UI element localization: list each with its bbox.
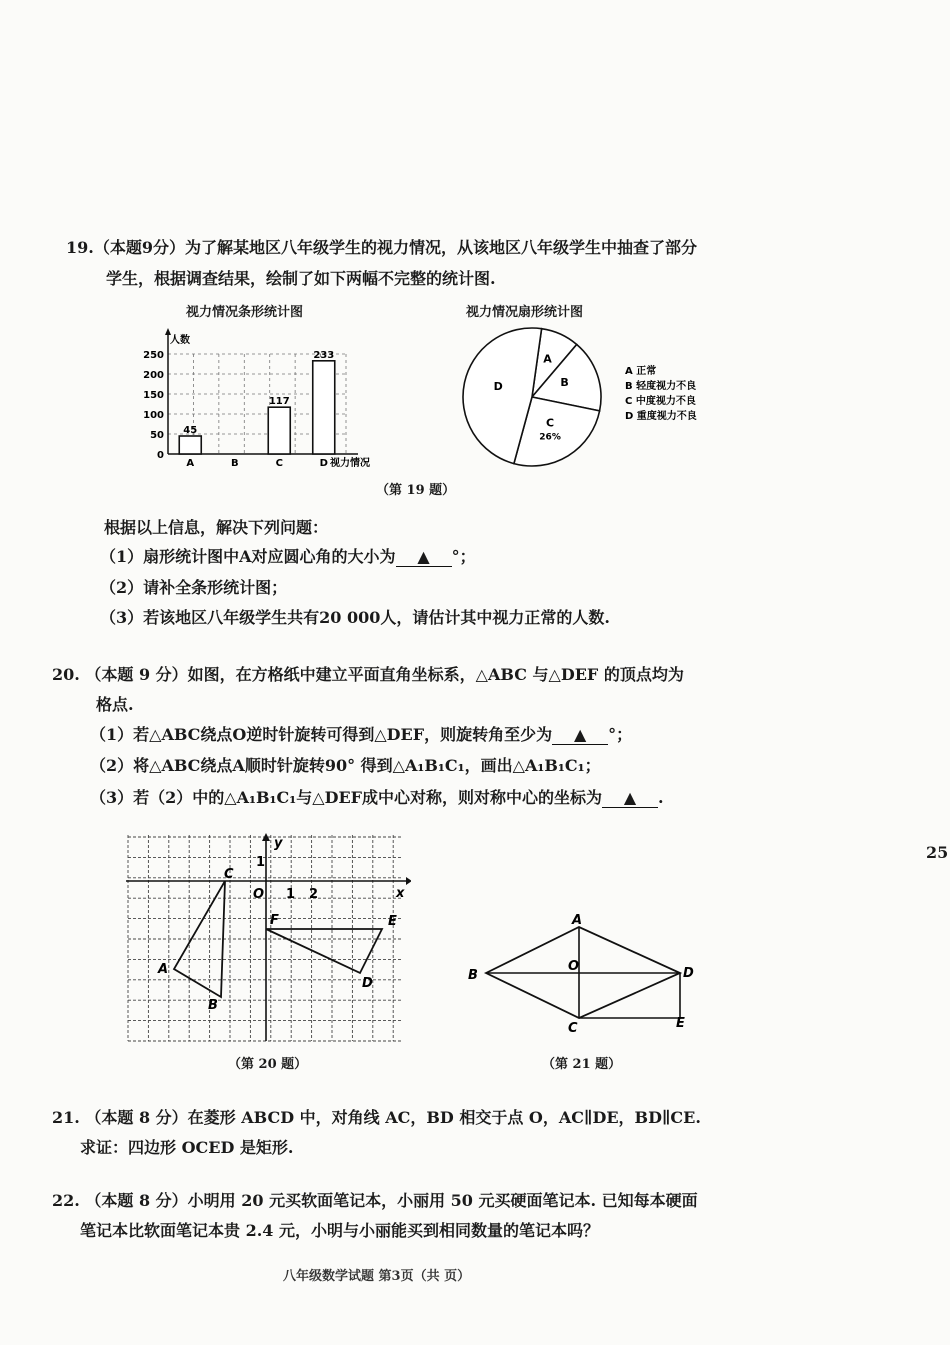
pie-chart: [455, 322, 725, 472]
bar-chart: [130, 325, 390, 475]
q21-line2: 求证：四边形 OCED 是矩形.: [80, 1138, 294, 1157]
category-label-a: A: [186, 458, 195, 469]
label-c: C: [224, 867, 234, 882]
y-tick-label: 100: [143, 410, 164, 421]
label-a: A: [158, 962, 169, 977]
label-x: x: [396, 886, 405, 901]
pie-label-d: D: [493, 380, 503, 394]
q20-part3-end: .: [658, 788, 664, 807]
label-y1: 1: [256, 855, 266, 870]
data-label-c: 117: [268, 396, 290, 408]
x-axis-arrow: [406, 877, 411, 885]
q19-intro: 根据以上信息，解决下列问题：: [104, 518, 329, 537]
q19-caption: （第 19 题）: [376, 483, 456, 498]
bar-chart-labels: [143, 350, 334, 469]
q20-line1: 20. （本题 9 分）如图，在方格纸中建立平面直角坐标系，△ABC 与△DEF 的顶点均为: [52, 665, 684, 684]
q22-line2: 笔记本比软面笔记本贵 2.4 元，小明与小丽能买到相同数量的笔记本吗？: [80, 1221, 599, 1240]
q20-part2: （2）将△ABC绕点A顺时针旋转90° 得到△A₁B₁C₁，画出△A₁B₁C₁；: [90, 756, 601, 775]
label-d: D: [362, 976, 373, 991]
margin-number: 25: [926, 843, 949, 862]
legend-item: B 轻度视力不良: [625, 381, 697, 392]
label-x2: 2: [309, 887, 319, 902]
q20-part3-text: （3）若（2）中的△A₁B₁C₁与△DEF成中心对称，则对称中心的坐标为: [90, 788, 603, 807]
answer-blank[interactable]: ▲: [602, 788, 658, 808]
data-label-a: 45: [183, 425, 198, 436]
y-tick-label: 50: [150, 430, 164, 441]
triangle-def: [266, 929, 382, 973]
q20-part3: [90, 785, 664, 808]
q20-part1-text: （1）若△ABC绕点O逆时针旋转可得到△DEF，则旋转角至少为: [90, 725, 553, 744]
fig21-label-b: B: [468, 968, 478, 983]
pie-label-c: C: [546, 416, 555, 430]
category-label-c: C: [275, 458, 283, 469]
fig21-label-c: C: [568, 1021, 578, 1035]
bar-chart-title: 视力情况条形统计图: [186, 305, 304, 320]
y-tick-label: 150: [143, 390, 164, 401]
legend-item: A 正常: [625, 366, 657, 377]
pie-chart-slices: [463, 328, 601, 466]
category-label-b: B: [230, 458, 239, 469]
label-origin: O: [253, 887, 265, 902]
q19-line1: 19.（本题9分）为了解某地区八年级学生的视力情况，从该地区八年级学生中抽查了部分: [66, 238, 697, 257]
fig21-label-a: A: [572, 913, 583, 928]
figure-21: [462, 910, 702, 1035]
pie-label-b: B: [560, 375, 569, 389]
fig21-label-o: O: [568, 959, 580, 974]
q19-part1-unit: °；: [451, 547, 476, 566]
answer-blank[interactable]: ▲: [552, 725, 608, 745]
q19-part1: [100, 544, 476, 567]
label-f: F: [270, 913, 279, 928]
label-x1: 1: [286, 887, 296, 902]
bar-chart-ylabel: 人数: [170, 335, 190, 346]
bar-a: [179, 436, 201, 454]
q19-part3: （3）若该地区八年级学生共有20 000人，请估计其中视力正常的人数.: [100, 608, 610, 627]
bar-chart-xlabel: 视力情况: [330, 458, 370, 469]
y-tick-label: 200: [143, 370, 164, 381]
pie-pct-label-c: 26%: [539, 432, 561, 443]
q20-line2: 格点.: [96, 695, 134, 714]
y-axis-arrow: [165, 328, 171, 335]
legend-item: D 重度视力不良: [625, 411, 697, 422]
bar-d: [313, 361, 335, 454]
pie-chart-legend: [625, 364, 697, 422]
category-label-d: D: [319, 458, 328, 469]
y-tick-label: 0: [157, 450, 164, 461]
fig21-label-e: E: [676, 1016, 685, 1031]
label-e: E: [388, 914, 397, 929]
fig21-label-d: D: [683, 966, 694, 981]
q22-line1: 22. （本题 8 分）小明用 20 元买软面笔记本，小丽用 50 元买硬面笔记本. 已知每本硬面: [52, 1191, 698, 1210]
pie-label-a: A: [543, 352, 552, 366]
legend-item: C 中度视力不良: [625, 396, 696, 407]
pie-chart-title: 视力情况扇形统计图: [466, 305, 584, 320]
q20-part1: [90, 722, 632, 745]
label-b: B: [208, 998, 218, 1013]
q19-part2: （2）请补全条形统计图；: [100, 578, 288, 597]
bar-chart-bars: [179, 361, 335, 454]
q20-part1-unit: °；: [608, 725, 633, 744]
q21-caption: （第 21 题）: [542, 1057, 622, 1072]
data-label-d: 233: [313, 349, 335, 361]
y-tick-label: 250: [143, 350, 164, 361]
label-y: y: [274, 836, 283, 851]
q21-line1: 21. （本题 8 分）在菱形 ABCD 中，对角线 AC，BD 相交于点 O，AC∥DE，BD∥CE.: [52, 1108, 701, 1127]
figure-20: [126, 833, 411, 1045]
q19-line2: 学生，根据调查结果，绘制了如下两幅不完整的统计图.: [106, 269, 496, 288]
q19-part1-text: （1）扇形统计图中A对应圆心角的大小为: [100, 547, 396, 566]
answer-blank[interactable]: ▲: [396, 547, 452, 567]
page-footer: 八年级数学试题 第3页（共 页）: [283, 1269, 471, 1284]
bar-c: [268, 407, 290, 454]
q20-caption: （第 20 题）: [228, 1057, 308, 1072]
